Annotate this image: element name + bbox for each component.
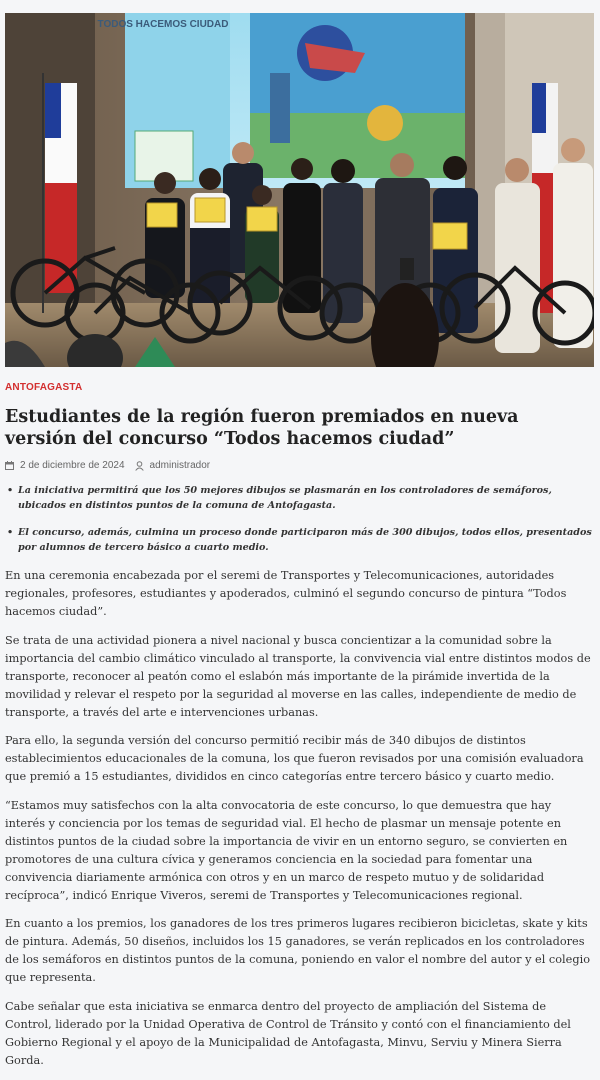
body-paragraph: En una ceremonia encabezada por el seremi de Transportes y Telecomunicaciones, autoridades regionales, profesores, estudiantes y apoderados, culminó el segundo concurso de pintura “Todos hacemos ciudad”.: [5, 569, 567, 618]
article-title: Estudiantes de la región fueron premiados en nueva versión del concurso “Todos hacemos ciudad”: [5, 407, 519, 449]
article-body: [5, 567, 593, 1070]
award-ceremony-photo: [5, 13, 594, 367]
article-meta: [5, 460, 593, 471]
highlight-item: • El concurso, además, culmina un proceso donde participaron más de 300 dibujos, todos ellos, presentados por alumnos de tercero básico a cuarto medio.: [5, 525, 593, 555]
highlight-item: • La iniciativa permitirá que los 50 mejores dibujos se plasmarán en los controladores de semáforos, ubicados en distintos puntos de la comuna de Antofagasta.: [5, 483, 593, 513]
body-paragraph: Se trata de una actividad pionera a nivel nacional y busca concientizar a la comunidad sobre la importancia del cambio climático vinculado al transporte, la convivencia vial entre distintos modos de transporte, reconocer al peatón como el eslabón más importante de la pirámide invertida de la movilidad y relevar el respeto por la seguridad al moverse en las calles, independiente de medio de transporte, a través del arte e intervenciones urbanas.: [5, 633, 591, 719]
article-photo: [5, 13, 594, 367]
body-paragraph: En cuanto a los premios, los ganadores de los tres primeros lugares recibieron bicicletas, skate y kits de pintura. Además, 50 diseños, incluidos los 15 ganadores, se verán replicados en los controladores de los semáforos en distintos puntos de la comuna, poniendo en valor el nombre del autor y el colegio que representa.: [5, 917, 591, 984]
article-highlights: [5, 483, 593, 555]
poster-title: TODOS HACEMOS CIUDAD: [97, 19, 229, 30]
body-paragraph: Para ello, la segunda versión del concurso permitió recibir más de 340 dibujos de distintos establecimientos educacionales de la comuna, los que fueron revisados por una comisión evaluadora que premió a 15 estudiantes, divididos en cinco categorías entre tercero básico y cuarto medio.: [5, 734, 584, 783]
body-paragraph: Cabe señalar que esta iniciativa se enmarca dentro del proyecto de ampliación del Sistema de Control, liderado por la Unidad Operativa de Control de Tránsito y contó con el financiamiento del Gobierno Regional y el apoyo de la Municipalidad de Antofagasta, Minvu, Serviu y Minera Sierra Gorda.: [5, 999, 571, 1067]
calendar-icon: [5, 461, 14, 470]
category-label[interactable]: ANTOFAGASTA: [5, 382, 83, 393]
user-icon: [135, 461, 144, 471]
author-name[interactable]: administrador: [149, 460, 211, 471]
publish-date: 2 de diciembre de 2024: [20, 460, 125, 471]
body-paragraph: “Estamos muy satisfechos con la alta convocatoria de este concurso, lo que demuestra que hay interés y conciencia por los temas de seguridad vial. El hecho de plasmar un mensaje potente en distintos puntos de la ciudad sobre la importancia de vivir en un entorno seguro, se convierten en promotores de una cultura cívica y generamos conciencia en la sociedad para fomentar una convivencia diariamente armónica con otros y en un marco de respeto mutuo y de solidaridad recíproca”, indicó Enrique Viveros, seremi de Transportes y Telecomunicaciones regional.: [5, 798, 568, 902]
article-content: [5, 380, 593, 1080]
